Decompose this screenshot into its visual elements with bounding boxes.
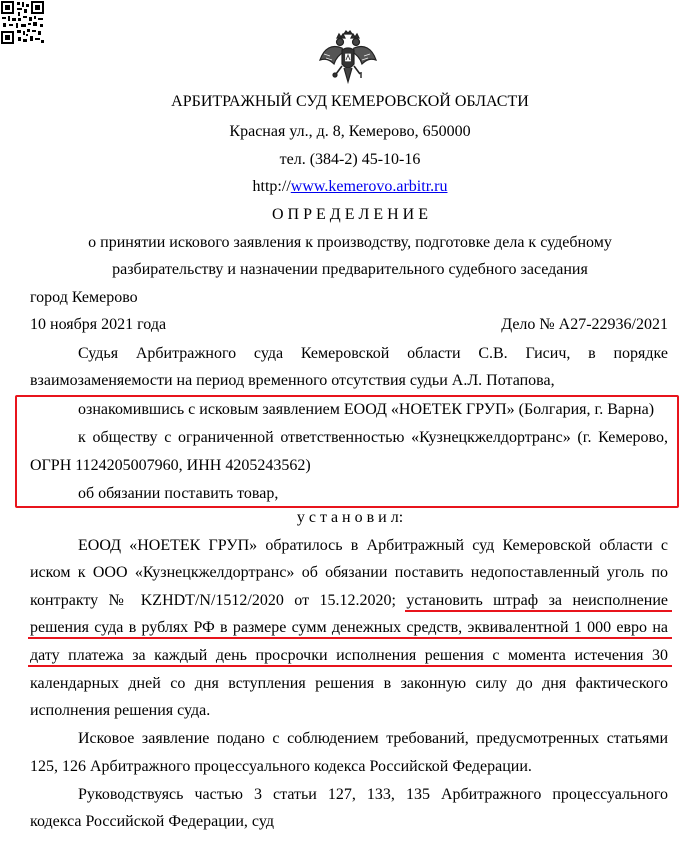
paragraph-5-line-6: календарных дней со дня вступления решения в законную силу до дня фактического — [30, 675, 668, 692]
paragraph-6-line-2: 125, 126 Арбитражного процессуального кодекса Российской Федерации. — [30, 758, 532, 775]
paragraph-5-line-1: ЕООД «НОЕТЕК ГРУП» обратилось в Арбитражный суд Кемеровской области с — [78, 537, 668, 554]
paragraph-3-line-2: ОГРН 1124205007960, ИНН 4205243562) — [30, 457, 311, 474]
paragraph-5-line-2: иском к ООО «Кузнецкжелдортранс» об обязании поставить недопоставленный уголь по — [30, 564, 668, 581]
paragraph-3-line-1: к обществу с ограниченной ответственностью «Кузнецкжелдортранс» (г. Кемерово, — [78, 429, 668, 446]
paragraph-1-line-1: Судья Арбитражного суда Кемеровской области С.В. Гисич, в порядке — [78, 345, 668, 362]
paragraph-7-line-2: кодекса Российской Федерации, суд — [30, 813, 274, 830]
document-date: 10 ноября 2021 года — [30, 316, 167, 333]
highlight-underline-2 — [28, 637, 672, 639]
court-phone: тел. (384-2) 45-10-16 — [279, 151, 421, 168]
established-heading: у с т а н о в и л: — [296, 509, 404, 526]
paragraph-5-line-5: дату платежа за каждый день просрочки исполнения решения с момента истечения 30 — [30, 647, 668, 664]
russian-coat-of-arms-icon — [318, 30, 378, 88]
court-address: Красная ул., д. 8, Кемерово, 650000 — [229, 123, 471, 140]
paragraph-5-line-3: контракту № KZHDT/N/1512/2020 от 15.12.2020; установить штраф за неисполнение — [30, 592, 668, 609]
highlight-underline-3 — [28, 665, 672, 667]
document-title: О П Р Е Д Е Л Е Н И Е — [272, 206, 428, 223]
paragraph-4: об обязании поставить товар, — [78, 485, 279, 502]
url-prefix: http:// — [252, 178, 291, 195]
paragraph-6-line-1: Исковое заявление подано с соблюдением требований, предусмотренных статьями — [78, 730, 668, 747]
paragraph-5-line-4: решения суда в рублях РФ в размере сумм денежных средств, эквивалентной 1 000 евро на — [30, 619, 668, 636]
court-website — [0, 177, 700, 197]
paragraph-5-line-7: исполнения решения суда. — [30, 702, 211, 719]
website-link[interactable]: www.kemerovo.arbitr.ru — [290, 178, 448, 195]
case-number: Дело № А27-22936/2021 — [501, 316, 668, 333]
document-subtitle-line-1: о принятии искового заявления к производству, подготовке дела к судебному — [88, 234, 612, 251]
highlight-underline-1 — [405, 610, 672, 612]
court-name: АРБИТРАЖНЫЙ СУД КЕМЕРОВСКОЙ ОБЛАСТИ — [171, 93, 529, 110]
paragraph-7-line-1: Руководствуясь частью 3 статьи 127, 133, 135 Арбитражного процессуального — [78, 786, 668, 803]
paragraph-1-line-2: взаимозаменяемости на период временного отсутствия судьи А.Л. Потапова, — [30, 372, 555, 389]
city: город Кемерово — [30, 289, 138, 306]
paragraph-2: ознакомившись с исковым заявлением ЕООД «НОЕТЕК ГРУП» (Болгария, г. Варна) — [78, 401, 655, 418]
qr-code-icon — [0, 0, 46, 46]
document-subtitle-line-2: разбирательству и назначении предварительного судебного заседания — [112, 261, 588, 278]
